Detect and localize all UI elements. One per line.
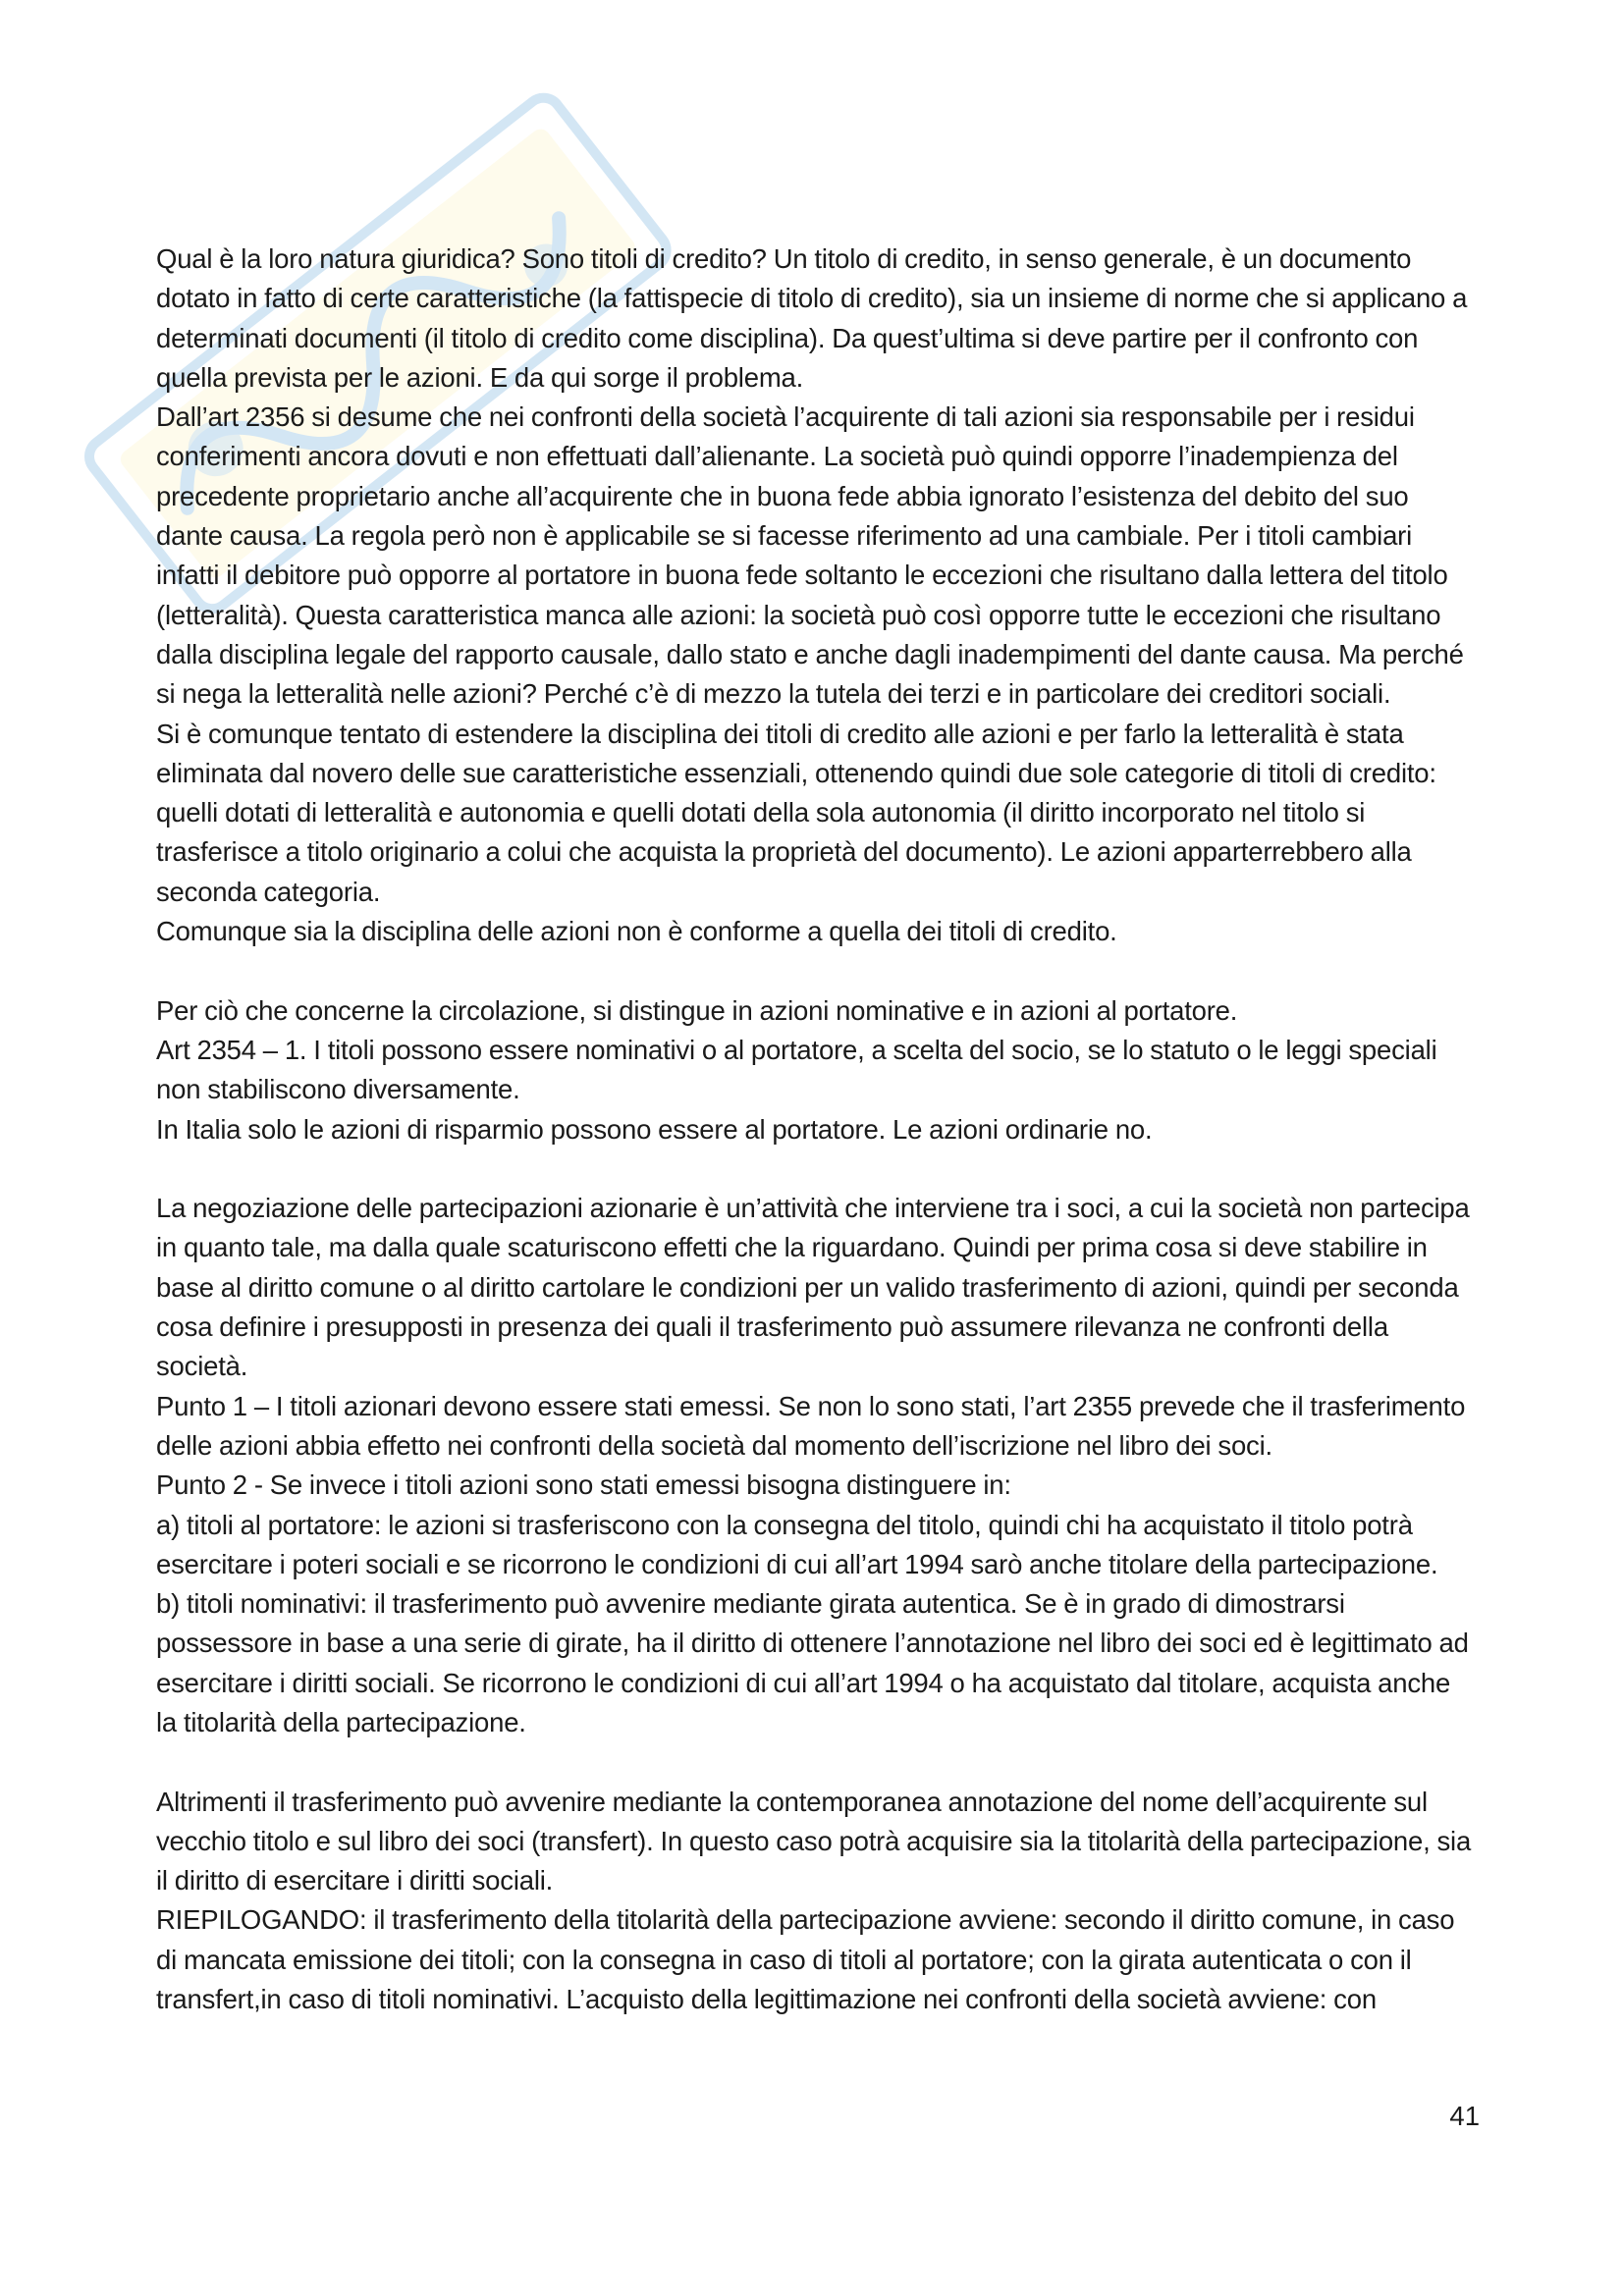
paragraph-gap — [156, 1742, 1477, 1782]
paragraph-gap — [156, 1149, 1477, 1189]
paragraph: La negoziazione delle partecipazioni azionarie è un’attività che interviene tra i soci, a cui la società non partecipa in quanto tale, ma dalla quale scaturiscono effetti che la riguardano. Quindi per prima cosa si deve stabilire in base al diritto comune o al diritto cartolare le condizioni per un valido trasferimento di azioni, quindi per seconda cosa definire i presupposti in presenza dei quali il trasferimento può assumere rilevanza ne confronti della società. — [156, 1193, 1470, 1382]
paragraph: Comunque sia la disciplina delle azioni non è conforme a quella dei titoli di credito. — [156, 916, 1117, 947]
paragraph: In Italia solo le azioni di risparmio possono essere al portatore. Le azioni ordinarie no. — [156, 1113, 1153, 1145]
paragraph: Si è comunque tentato di estendere la disciplina dei titoli di credito alle azioni e per farlo la letteralità è stata eliminata dal novero delle sue caratteristiche essenziali, ottenendo quindi due sole categorie di titoli di credito: quelli dotati di letteralità e autonomia e quelli dotati della sola autonomia (il diritto incorporato nel titolo si trasferisce a titolo originario a colui che acquista la proprietà del documento). Le azioni apparterrebbero alla seconda categoria. — [156, 718, 1436, 907]
document-body — [156, 240, 1477, 2019]
paragraph: Punto 2 - Se invece i titoli azioni sono stati emessi bisogna distinguere in: — [156, 1469, 1011, 1501]
paragraph: Punto 1 – I titoli azionari devono essere stati emessi. Se non lo sono stati, l’art 2355 prevede che il trasferimento delle azioni abbia effetto nei confronti della società dal momento dell’iscrizione nel libro dei soci. — [156, 1390, 1466, 1461]
paragraph: Per ciò che concerne la circolazione, si distingue in azioni nominative e in azioni al portatore. — [156, 994, 1238, 1026]
paragraph: Art 2354 – 1. I titoli possono essere nominativi o al portatore, a scelta del socio, se lo statuto o le leggi speciali non stabiliscono diversamente. — [156, 1034, 1437, 1105]
paragraph: a) titoli al portatore: le azioni si trasferiscono con la consegna del titolo, quindi chi ha acquistato il titolo potrà esercitare i poteri sociali e se ricorrono le condizioni di cui all’art 1994 sarò anche titolare della partecipazione. — [156, 1509, 1438, 1579]
page-number: 41 — [1449, 2101, 1480, 2131]
paragraph: RIEPILOGANDO: il trasferimento della titolarità della partecipazione avviene: secondo il diritto comune, in caso di mancata emissione dei titoli; con la consegna in caso di titoli al portatore; con la girata autenticata o con il transfert,in caso di titoli nominativi. L’acquisto della legittimazione nei confronti della società avviene: con — [156, 1904, 1455, 2015]
paragraph-gap — [156, 951, 1477, 990]
paragraph: Dall’art 2356 si desume che nei confronti della società l’acquirente di tali azioni sia responsabile per i residui conferimenti ancora dovuti e non effettuati dall’alienante. La società può quindi opporre l’inadempienza del precedente proprietario anche all’acquirente che in buona fede abbia ignorato l’esistenza del debito del suo dante causa. La regola però non è applicabile se si facesse riferimento ad una cambiale. Per i titoli cambiari infatti il debitore può opporre al portatore in buona fede soltanto le eccezioni che risultano dalla lettera del titolo (letteralità). Questa caratteristica manca alle azioni: la società può così opporre tutte le eccezioni che risultano dalla disciplina legale del rapporto causale, dallo stato e anche dagli inadempimenti del dante causa. Ma perché si nega la letteralità nelle azioni? Perché c’è di mezzo la tutela dei terzi e in particolare dei creditori sociali. — [156, 401, 1464, 710]
paragraph: Altrimenti il trasferimento può avvenire mediante la contemporanea annotazione del nome dell’acquirente sul vecchio titolo e sul libro dei soci (transfert). In questo caso potrà acquisire sia la titolarità della partecipazione, sia il diritto di esercitare i diritti sociali. — [156, 1786, 1472, 1896]
paragraph: b) titoli nominativi: il trasferimento può avvenire mediante girata autentica. Se è in grado di dimostrarsi possessore in base a una serie di girate, ha il diritto di ottenere l’annotazione nel libro dei soci ed è legittimato ad esercitare i diritti sociali. Se ricorrono le condizioni di cui all’art 1994 o ha acquistato dal titolare, acquista anche la titolarità della partecipazione. — [156, 1588, 1469, 1737]
paragraph: Qual è la loro natura giuridica? Sono titoli di credito? Un titolo di credito, in senso generale, è un documento dotato in fatto di certe caratteristiche (la fattispecie di titolo di credito), sia un insieme di norme che si applicano a determinati documenti (il titolo di credito come disciplina). Da quest’ultima si deve partire per il confronto con quella prevista per le azioni. E da qui sorge il problema. — [156, 243, 1468, 393]
